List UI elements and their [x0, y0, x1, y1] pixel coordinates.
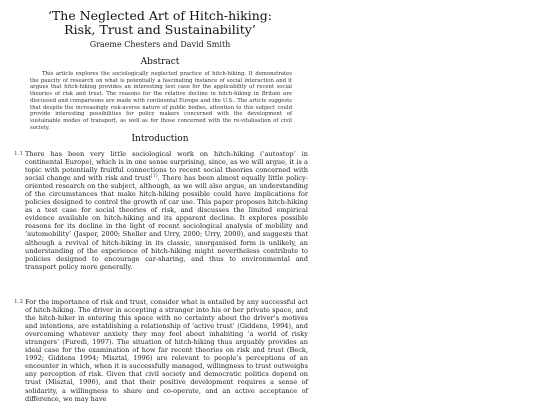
- paragraph-1-2: [14, 298, 308, 403]
- paragraph-body: [25, 150, 308, 271]
- abstract-block: [30, 71, 292, 131]
- paper-title-line-2: Risk, Trust and Sustainability’: [64, 22, 256, 37]
- paragraph-1-1: [14, 150, 308, 271]
- paragraph-number: 1.1: [14, 151, 24, 157]
- paragraph-number: 1.2: [14, 299, 24, 305]
- paper-authors: Graeme Chesters and David Smith: [89, 40, 231, 49]
- paper-title-line-1: ‘The Neglected Art of Hitch-hiking:: [47, 8, 273, 23]
- paragraph-text-part-b: . There has been almost equally little policy-oriented research on the subject, although, as we will also argue, an understanding of the circumstances that make hitch-hiking possible could have implications for policies designed to control the growth of car use. This paper proposes hitch-hiking as a test case for social theories of risk, and discusses the limited empirical evidence available on hitch-hiking and its apparent decline. It explores possible reasons for its decline in the light of recent sociological analysis of mobility and ‘automobility’ (Jasper, 2000; Sheller and Urry, 2000; Urry, 2000), and suggests that although a revival of hitch-hiking in its classic, unorganised form is unlikely, an understanding of the experience of hitch-hiking might nevertheless contribute to policies designed to encourage car-sharing, and thus to environmental and transport policy more generally.: [25, 174, 308, 271]
- footnote-link-1[interactable]: [1]: [151, 173, 158, 179]
- paragraph-body: For the importance of risk and trust, consider what is entailed by any successful act of hitch-hiking. The driver in accepting a stranger into his or her private space, and the hitch-hiker in entering this space with no certainty about the driver’s motives and intentions, are establishing a relationship of ‘active trust’ (Giddens, 1994), and overcoming whatever anxiety they may feel about inhabiting ‘a world of risky strangers’ (Furedi, 1997). The situation of hitch-hiking thus arguably provides an ideal case for the examination of how far recent theories on risk and trust (Beck, 1992; Giddens 1994; Misztal, 1996) are relevant to people’s perceptions of an encounter in which, when it is successfully managed, willingness to trust outweighs any perception of risk. Given that civil society and democratic politics depend on trust (Misztal, 1996), and that their positive development requires a sense of solidarity, a willingness to share and co-operate, and an active acceptance of difference, we may have: [25, 298, 308, 403]
- abstract-text: This article explores the sociologically neglected practice of hitch-hiking. It demonstrates the paucity of research on what is potentially a fascinating instance of social interaction and it argues that hitch-hiking provides an interesting test case for the applicability of recent social theories of risk and trust. The reasons for the relative decline in hitch-hiking in Britain are discussed and comparisons are made with continental Europe and the U.S.. The article suggests that despite the increasingly risk-averse nature of public bodies, attention to this subject could provide interesting possibilities for policy makers concerned with the development of sustainable modes of transport, as well as for those concerned with the re-vitalisation of civil society.: [30, 71, 292, 131]
- introduction-heading: Introduction: [131, 134, 189, 144]
- paragraph-text-part-a: There has been very little sociological work on hitch-hiking (‘autostop’ in continental Europe), which is in one sense surprising, since, as we will argue, it is a topic with potentially fruitful connections to recent social theories concerned with social change and with risk and trust: [25, 150, 308, 183]
- abstract-heading: Abstract: [140, 57, 180, 67]
